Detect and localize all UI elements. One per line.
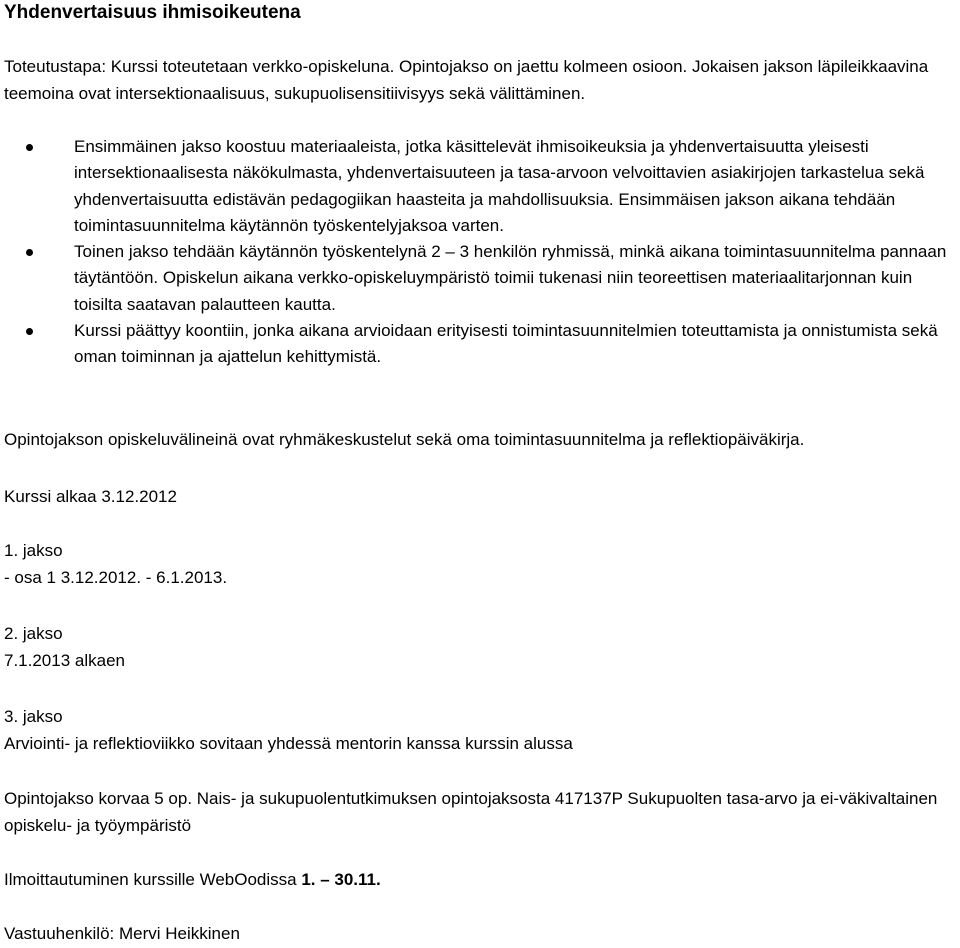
part2-detail: 7.1.2013 alkaen (4, 651, 125, 670)
document-title: Yhdenvertaisuus ihmisoikeutena (4, 2, 301, 23)
bullet-list (4, 134, 954, 371)
bullet-text: Kurssi päättyy koontiin, jonka aikana arvioidaan erityisesti toimintasuunnitelmien toteuttamista ja onnistumista sekä oman toiminnan ja ajattelun kehittymistä. (74, 321, 938, 367)
registration-text: Ilmoittautuminen kurssille WebOodissa (4, 870, 302, 889)
part2-heading: 2. jakso (4, 624, 63, 643)
bullet-icon (26, 328, 33, 335)
replaces-paragraph: Opintojakso korvaa 5 op. Nais- ja sukupuolentutkimuksen opintojaksosta 417137P Sukupuolten tasa-arvo ja ei-väkivaltainen opiskelu- ja työympäristö (4, 789, 938, 835)
start-date: Kurssi alkaa 3.12.2012 (4, 487, 177, 506)
list-item (4, 134, 954, 239)
bullet-icon (26, 249, 33, 256)
part3-detail: Arviointi- ja reflektioviikko sovitaan yhdessä mentorin kanssa kurssin alussa (4, 734, 573, 753)
contact-person: Vastuuhenkilö: Mervi Heikkinen (4, 924, 240, 943)
bullet-text: Ensimmäinen jakso koostuu materiaaleista, jotka käsittelevät ihmisoikeuksia ja yhdenvertaisuutta yleisesti intersektionaalisesta näkökulmasta, yhdenvertaisuuteen ja tasa-arvoon velvoittavien asiakirjojen tarkastelua sekä yhdenvertaisuutta edistävän pedagogiikan haasteita ja mahdollisuuksia. Ensimmäisen jakson aikana tehdään toimintasuunnitelma käytännön työskentelyjaksoa varten. (74, 137, 925, 235)
registration-dates: 1. – 30.11. (301, 870, 381, 889)
bullet-text: Toinen jakso tehdään käytännön työskentelynä 2 – 3 henkilön ryhmissä, minkä aikana toimintasuunnitelma pannaan täytäntöön. Opiskelun aikana verkko-opiskeluympäristö toimii tukenasi niin teoreettisen materiaalitarjonnan kuin toisilta saatavan palautteen kautta. (74, 242, 947, 314)
registration-paragraph (4, 867, 959, 894)
list-item (4, 318, 954, 371)
list-item (4, 239, 954, 318)
bullet-icon (26, 144, 33, 151)
part1-detail: - osa 1 3.12.2012. - 6.1.2013. (4, 568, 228, 587)
part1-heading: 1. jakso (4, 541, 63, 560)
part3-heading: 3. jakso (4, 707, 63, 726)
intro-paragraph: Toteutustapa: Kurssi toteutetaan verkko-opiskeluna. Opintojakso on jaettu kolmeen osioon. Jokaisen jakson läpileikkaavina teemoina ovat intersektionaalisuus, sukupuolisensitiivisyys sekä välittäminen. (4, 57, 929, 103)
tools-paragraph: Opintojakson opiskeluvälineinä ovat ryhmäkeskustelut sekä oma toimintasuunnitelma ja reflektiopäiväkirja. (4, 430, 805, 449)
